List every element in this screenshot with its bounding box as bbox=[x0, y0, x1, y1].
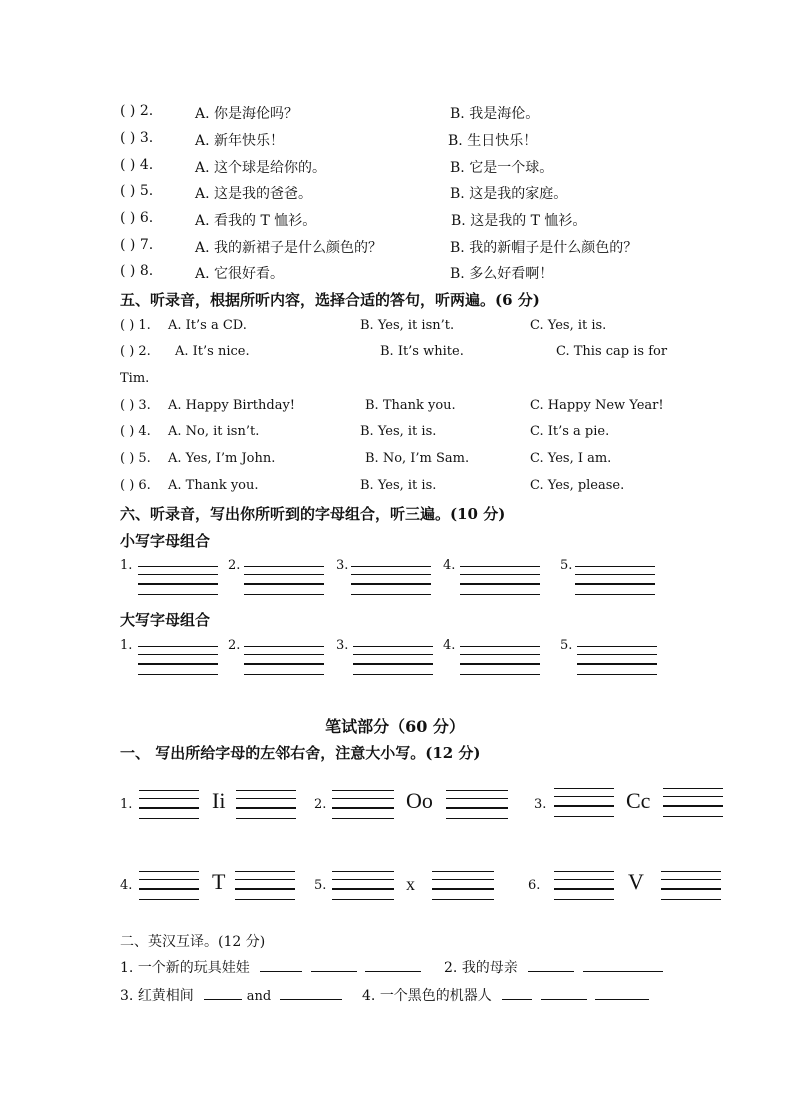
answer-blank[interactable]: ( ) 6. bbox=[120, 478, 151, 493]
writing-grid[interactable] bbox=[332, 790, 394, 820]
option-c: C. Yes, please. bbox=[530, 478, 625, 493]
list-item bbox=[120, 478, 625, 493]
item-number: 4. bbox=[362, 988, 376, 1004]
list-item bbox=[120, 398, 664, 413]
list-item bbox=[120, 237, 638, 256]
writing-grid[interactable] bbox=[446, 790, 508, 820]
option-b: B. 它是一个球。 bbox=[450, 160, 554, 176]
number-label: 3. bbox=[336, 558, 349, 573]
writing-grid[interactable] bbox=[353, 646, 433, 676]
option-b: B. 生日快乐！ bbox=[448, 133, 538, 149]
answer-blank[interactable] bbox=[260, 959, 302, 972]
and-word: and bbox=[246, 989, 272, 1004]
writing-grid[interactable] bbox=[138, 566, 218, 596]
writing-grid[interactable] bbox=[575, 566, 655, 596]
list-item bbox=[120, 318, 607, 333]
list-item bbox=[120, 424, 610, 439]
writing-grid[interactable] bbox=[554, 788, 614, 818]
number-label: 4. bbox=[120, 878, 133, 893]
option-a: A. 我的新裙子是什么颜色的？ bbox=[195, 240, 383, 256]
list-item bbox=[120, 183, 568, 202]
list-item bbox=[120, 103, 540, 122]
item-number: 3. bbox=[120, 988, 134, 1004]
option-b: B. Yes, it is. bbox=[360, 424, 437, 439]
option-a: A. No, it isn’t. bbox=[168, 424, 260, 439]
given-letter: Ii bbox=[212, 788, 226, 813]
writing-grid[interactable] bbox=[139, 871, 199, 901]
list-item bbox=[120, 451, 612, 466]
writing-grid[interactable] bbox=[244, 646, 324, 676]
list-item bbox=[120, 957, 421, 977]
option-a: A. 你是海伦吗？ bbox=[195, 106, 299, 122]
answer-blank[interactable]: ( ) 7. bbox=[120, 237, 154, 253]
section-heading-written-1: 一、 写出所给字母的左邻右舍，注意大小写。(12 分) bbox=[120, 744, 481, 762]
number-label: 5. bbox=[314, 878, 327, 893]
option-b: B. Yes, it is. bbox=[360, 478, 437, 493]
option-a: A. 新年快乐！ bbox=[195, 133, 285, 149]
answer-blank[interactable]: ( ) 4. bbox=[120, 157, 154, 173]
wrapped-text: Tim. bbox=[120, 371, 150, 386]
list-item bbox=[120, 130, 538, 149]
option-a: A. Happy Birthday! bbox=[168, 398, 296, 413]
option-a: A. 这个球是给你的。 bbox=[195, 160, 327, 176]
option-b: B. 多么好看啊！ bbox=[450, 266, 554, 282]
answer-blank[interactable] bbox=[583, 959, 663, 972]
item-text: 一个新的玩具娃娃 bbox=[137, 960, 250, 976]
option-c: C. This cap is for bbox=[556, 344, 668, 359]
number-label: 1. bbox=[120, 558, 133, 573]
item-number: 1. bbox=[120, 960, 134, 976]
option-b: B. 这是我的家庭。 bbox=[450, 186, 568, 202]
writing-grid[interactable] bbox=[460, 646, 540, 676]
item-text: 一个黑色的机器人 bbox=[379, 988, 492, 1004]
option-c: C. It’s a pie. bbox=[530, 424, 610, 439]
number-label: 2. bbox=[314, 797, 327, 812]
writing-grid[interactable] bbox=[460, 566, 540, 596]
section-heading-written-2: 二、英汉互译。(12 分) bbox=[120, 934, 266, 950]
answer-blank[interactable] bbox=[280, 987, 342, 1000]
option-b: B. 我是海伦。 bbox=[450, 106, 540, 122]
section-heading-5: 五、听录音，根据所听内容，选择合适的答句，听两遍。(6 分) bbox=[120, 291, 540, 309]
item-number: 2. bbox=[444, 960, 458, 976]
option-b: B. Yes, it isn’t. bbox=[360, 318, 455, 333]
number-label: 4. bbox=[443, 638, 456, 653]
given-letter: T bbox=[212, 869, 226, 894]
answer-blank[interactable]: ( ) 5. bbox=[120, 451, 151, 466]
option-b: B. Thank you. bbox=[365, 398, 456, 413]
answer-blank[interactable] bbox=[528, 959, 574, 972]
number-label: 2. bbox=[228, 638, 241, 653]
option-a: A. 这是我的爸爸。 bbox=[195, 186, 313, 202]
given-letter: Cc bbox=[626, 788, 651, 813]
option-c: C. Yes, it is. bbox=[530, 318, 607, 333]
uppercase-label: 大写字母组合 bbox=[120, 611, 211, 629]
answer-blank[interactable]: ( ) 2. bbox=[120, 103, 154, 119]
option-c: C. Happy New Year! bbox=[530, 398, 664, 413]
answer-blank[interactable]: ( ) 3. bbox=[120, 398, 151, 413]
option-b: B. No, I’m Sam. bbox=[365, 451, 470, 466]
answer-blank[interactable] bbox=[502, 987, 532, 1000]
answer-blank[interactable] bbox=[365, 959, 421, 972]
number-label: 2. bbox=[228, 558, 241, 573]
list-item bbox=[120, 157, 554, 176]
answer-blank[interactable] bbox=[541, 987, 587, 1000]
answer-blank[interactable]: ( ) 2. bbox=[120, 344, 151, 359]
answer-blank[interactable]: ( ) 5. bbox=[120, 183, 154, 199]
option-b: B. It’s white. bbox=[380, 344, 464, 359]
writing-grid[interactable] bbox=[139, 790, 199, 820]
given-letter: x bbox=[406, 874, 415, 894]
number-label: 5. bbox=[560, 638, 573, 653]
writing-grid[interactable] bbox=[236, 790, 296, 820]
option-a: A. It’s nice. bbox=[175, 344, 250, 359]
writing-grid[interactable] bbox=[244, 566, 324, 596]
list-item bbox=[362, 985, 649, 1005]
writing-grid[interactable] bbox=[663, 788, 723, 818]
writing-grid[interactable] bbox=[554, 871, 614, 901]
list-item bbox=[120, 985, 342, 1005]
section-title: 笔试部分（60 分） bbox=[325, 717, 465, 736]
answer-blank[interactable] bbox=[311, 959, 357, 972]
number-label: 4. bbox=[443, 558, 456, 573]
number-label: 5. bbox=[560, 558, 573, 573]
answer-blank[interactable] bbox=[595, 987, 649, 1000]
list-item bbox=[120, 263, 554, 282]
answer-blank[interactable]: ( ) 8. bbox=[120, 263, 154, 279]
answer-blank[interactable]: ( ) 4. bbox=[120, 424, 151, 439]
writing-grid[interactable] bbox=[577, 646, 657, 676]
given-letter: Oo bbox=[406, 788, 433, 813]
given-letter: V bbox=[628, 869, 644, 894]
option-a: A. Thank you. bbox=[168, 478, 259, 493]
option-a: A. Yes, I’m John. bbox=[168, 451, 276, 466]
number-label: 3. bbox=[336, 638, 349, 653]
writing-grid[interactable] bbox=[138, 646, 218, 676]
section-heading-6: 六、听录音，写出你所听到的字母组合，听三遍。(10 分) bbox=[120, 505, 506, 523]
writing-grid[interactable] bbox=[235, 871, 295, 901]
option-b: B. 我的新帽子是什么颜色的？ bbox=[450, 240, 638, 256]
number-label: 1. bbox=[120, 638, 133, 653]
option-a: A. 看我的 T 恤衫。 bbox=[195, 213, 317, 229]
answer-blank[interactable] bbox=[204, 987, 242, 1000]
number-label: 1. bbox=[120, 797, 133, 812]
list-item bbox=[120, 344, 668, 359]
number-label: 6. bbox=[528, 878, 541, 893]
writing-grid[interactable] bbox=[432, 871, 494, 901]
writing-grid[interactable] bbox=[351, 566, 431, 596]
option-b: B. 这是我的 T 恤衫。 bbox=[451, 213, 587, 229]
list-item bbox=[120, 210, 587, 229]
list-item bbox=[444, 957, 663, 977]
answer-blank[interactable]: ( ) 3. bbox=[120, 130, 154, 146]
option-a: A. It’s a CD. bbox=[168, 318, 247, 333]
lowercase-label: 小写字母组合 bbox=[120, 532, 211, 550]
writing-grid[interactable] bbox=[332, 871, 394, 901]
item-text: 红黄相间 bbox=[137, 988, 194, 1004]
answer-blank[interactable]: ( ) 1. bbox=[120, 318, 151, 333]
number-label: 3. bbox=[534, 797, 547, 812]
writing-grid[interactable] bbox=[661, 871, 721, 901]
item-text: 我的母亲 bbox=[461, 960, 518, 976]
option-c: C. Yes, I am. bbox=[530, 451, 612, 466]
option-a: A. 它很好看。 bbox=[195, 266, 285, 282]
answer-blank[interactable]: ( ) 6. bbox=[120, 210, 154, 226]
